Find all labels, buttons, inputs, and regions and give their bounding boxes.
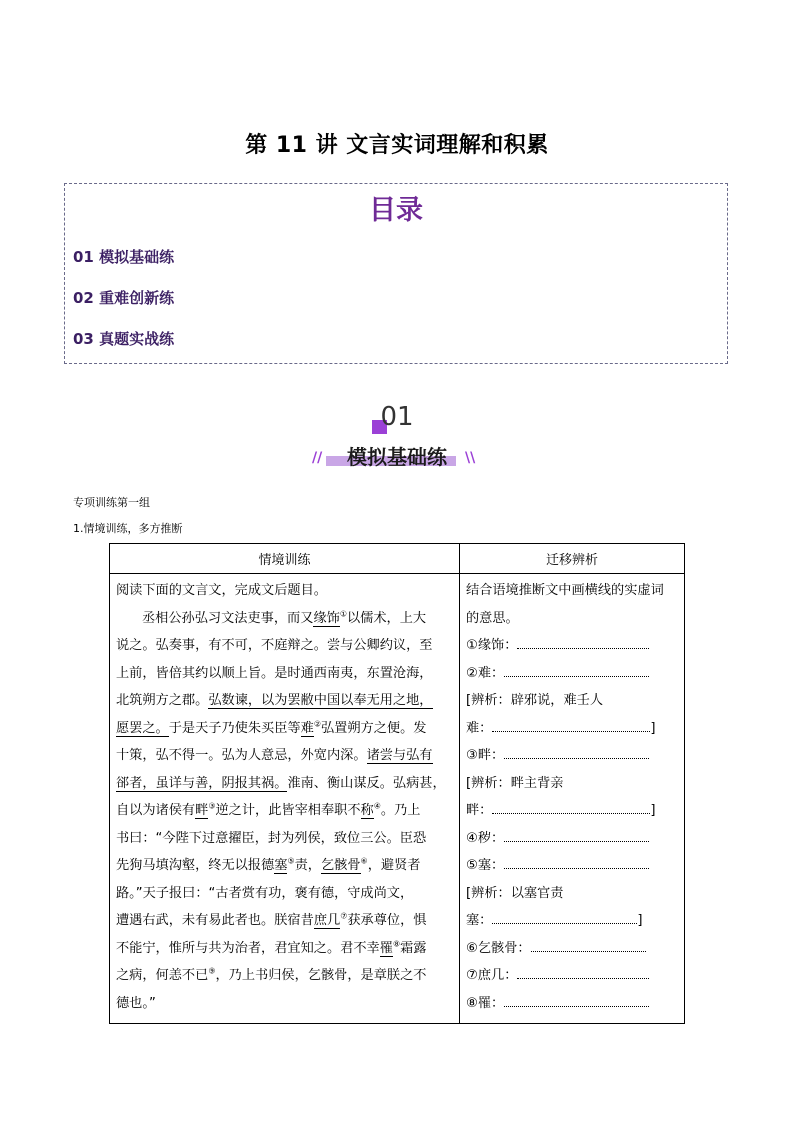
section-right-deco: \\: [465, 450, 476, 466]
answer-blank[interactable]: [517, 634, 649, 649]
item-label: ⑧罹：: [466, 995, 505, 1011]
item-label: ⑤塞：: [466, 858, 505, 873]
item-label: ①缘饰：: [466, 638, 518, 653]
item-label: ⑦庶几：: [466, 968, 518, 983]
passage-cell: 阅读下面的文言文，完成文后题目。 丞相公孙弘习文法吏事，而又缘饰①以儒术，上大 说之。弘奏事，有不可，不庭辩之。尝与公卿约议，至 上前，皆倍其约以顺上旨。是时通西南夷，东置沧海， 北筑朔方之郡。弘数谏，以为罢敝中国以奉无用之地， 愿罢之。于是天子乃使朱买臣等难②弘置朔方之便。发 十策，弘不得一。弘为人意忌，外宽内深。诸尝与弘有 郤者，虽详与善，阴报其祸。淮南、衡山谋反。弘病甚， 自以为诸侯有畔③逆之计，此皆宰相奉职不称④。乃上 书曰：“今陛下过意擢臣，封为列侯，致位三公。臣恐 先狗马填沟壑，终无以报德塞⑤责，乞骸骨⑥，避贤者 路。”天子报曰：“古者赏有功，褒有德，守成尚文， 遭遇右武，未有易此者也。朕宿昔庶几⑦获承尊位，惧 不能宁，惟所与共为治者，君宜知之。君不幸罹⑧霜露 之病，何恙不已⑨，乃上书归侯，乞骸骨，是章朕之不 德也。”: [110, 574, 460, 1024]
item-label: 塞：: [466, 913, 493, 928]
item-label: [辨析：畔主背亲: [466, 775, 564, 791]
table-of-contents: [64, 183, 728, 364]
answer-blank[interactable]: [504, 662, 649, 677]
item-label: ③畔：: [466, 748, 505, 763]
toc-heading: 目录: [369, 195, 423, 226]
section-number: 01: [380, 402, 414, 432]
bracket: ]: [650, 803, 656, 818]
header-analysis: 迁移辨析: [460, 544, 685, 574]
answer-blank[interactable]: [492, 909, 637, 924]
answer-blank[interactable]: [504, 854, 649, 869]
analysis-intro-1: 结合语境推断文中画横线的实虚词: [466, 583, 664, 598]
section-left-deco: //: [312, 450, 323, 466]
answer-blank[interactable]: [504, 744, 649, 759]
answer-blank[interactable]: [492, 717, 650, 732]
header-situation: 情境训练: [110, 544, 460, 574]
toc-item-1[interactable]: 01 模拟基础练: [73, 248, 175, 266]
answer-blank[interactable]: [504, 992, 649, 1007]
item-label: 畔：: [466, 803, 493, 818]
answer-blank[interactable]: [492, 799, 650, 814]
task-label: 1.情境训练，多方推断: [73, 522, 183, 535]
group-label: 专项训练第一组: [73, 496, 150, 509]
answer-blank[interactable]: [504, 827, 649, 842]
toc-item-3[interactable]: 03 真题实战练: [73, 330, 175, 348]
answer-blank[interactable]: [517, 964, 649, 979]
exercise-table: [109, 543, 685, 1024]
item-label: ④秽：: [466, 830, 505, 846]
answer-blank[interactable]: [531, 937, 646, 952]
item-label: ⑥乞骸骨：: [466, 940, 531, 956]
bracket: ]: [637, 913, 643, 928]
item-label: ②难：: [466, 665, 505, 681]
bracket: ]: [650, 720, 656, 736]
item-label: 难：: [466, 720, 493, 736]
analysis-intro-2: 的意思。: [466, 610, 519, 626]
passage-intro: 阅读下面的文言文，完成文后题目。: [116, 583, 327, 598]
item-label: [辨析：以塞官责: [466, 885, 564, 901]
toc-item-2[interactable]: 02 重难创新练: [73, 289, 175, 307]
passage-text: 丞相公孙弘习文法吏事，而又缘饰①以儒术，上大: [142, 609, 427, 626]
section-title: 模拟基础练: [347, 445, 447, 469]
item-label: [辨析：辟邪说，难壬人: [466, 693, 604, 708]
analysis-cell: [460, 574, 685, 1024]
page-title: 第 11 讲 文言实词理解和积累: [245, 133, 549, 158]
